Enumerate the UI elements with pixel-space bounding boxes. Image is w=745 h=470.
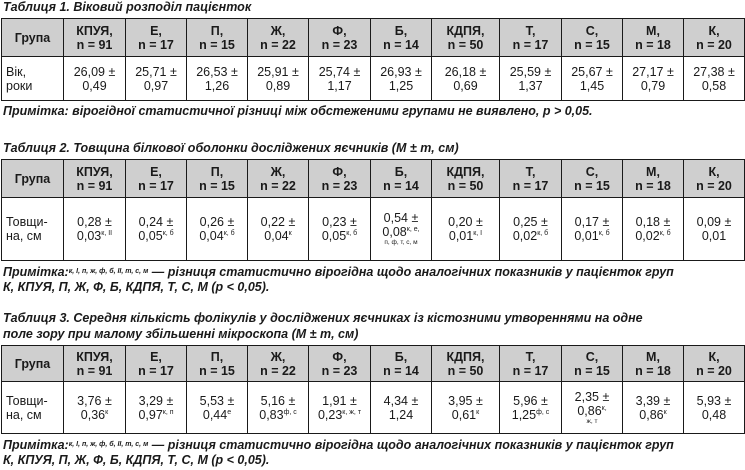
error-value: 0,97 [138,407,163,422]
row-label-line2: роки [6,78,33,93]
mean-value: 0,25 ± [513,215,548,229]
value-cell [126,198,187,261]
group-name: Б, [394,23,408,38]
table2-caption: Таблиця 2. Товщина білкової оболонки досліджених яєчників (M ± m, см) [3,141,459,155]
header-cell [500,346,562,382]
group-n: n = 18 [635,178,671,193]
value-cell [64,57,126,101]
group-name: С, [585,349,599,364]
group-n: n = 14 [383,37,419,52]
value-cell [562,198,623,261]
value-cell [684,198,745,261]
table3 [1,345,745,434]
table3-note-line2: К, КПУЯ, П, Ж, Ф, Б, КДПЯ, Т, С, М (р < 0,05). [3,453,270,467]
significance-marker: е [227,408,232,416]
row-label-line1: Вік, [6,64,27,79]
mean-value: 0,54 ± [383,211,419,225]
table2-note [3,264,674,280]
group-name: Ф, [332,349,347,364]
value-cell [371,198,432,261]
group-name: КДПЯ, [446,349,485,364]
group-name: П, [210,349,224,364]
header-cell [2,19,64,57]
value-cell [187,57,248,101]
note-prefix: Примітка: [3,438,69,452]
error-value: 0,02 [635,229,660,243]
mean-value: 3,95 ± [448,393,483,408]
error-value: 1,37 [518,78,543,93]
table3-caption-line2: поле зору при малому збільшенні мікроскопа (M ± m, см) [3,327,359,341]
group-n: n = 14 [383,363,419,378]
value-cell [500,57,562,101]
error-value: 0,05 [138,229,163,243]
header-cell [126,346,187,382]
error-value: 0,04 [264,229,289,243]
row-label-cell [2,198,64,261]
group-n: n = 18 [635,37,671,52]
header-label: Група [14,356,51,371]
header-cell [248,346,309,382]
significance-marker-extra: ж, т [586,417,598,425]
row-label-line1: Товщи- [6,215,48,229]
significance-marker: к, ж, т [342,408,362,416]
table-row [2,382,745,434]
header-cell [562,160,623,198]
header-cell [623,19,684,57]
value-cell [187,382,248,434]
mean-value: 25,71 ± [135,64,177,79]
header-row [2,346,745,382]
error-value: 0,36 [80,407,106,422]
value-cell [432,382,500,434]
group-n: n = 17 [138,363,174,378]
group-n: n = 14 [383,178,419,193]
header-cell [432,346,500,382]
group-n: n = 20 [696,363,732,378]
group-name: Ф, [332,164,347,179]
mean-value: 3,76 ± [77,393,112,408]
value-cell [562,57,623,101]
header-cell [309,19,371,57]
group-name: Ф, [332,23,347,38]
group-name: КПУЯ, [76,164,113,179]
value-cell [623,57,684,101]
group-name: К, [708,164,720,179]
value-cell [684,57,745,101]
error-value: 0,01 [448,229,474,243]
group-name: КПУЯ, [76,23,113,38]
value-cell [64,382,126,434]
mean-value: 5,96 ± [513,393,548,408]
value-cell [371,57,432,101]
error-value: 1,26 [204,78,230,93]
group-n: n = 17 [138,178,174,193]
error-value: 1,45 [579,78,605,93]
header-cell [500,19,562,57]
group-name: Т, [525,349,536,364]
group-n: n = 20 [696,37,732,52]
significance-marker: к, б [537,229,549,237]
error-value: 0,01 [574,229,599,243]
significance-marker: к, е, [406,225,420,233]
significance-marker: к [105,408,109,416]
group-name: П, [210,164,224,179]
value-cell [126,382,187,434]
table3-caption-line1: Таблиця 3. Середня кількість фолікулів у досліджених яєчниках із кістозними утвореннями на одне [3,311,643,325]
mean-value: 2,35 ± [574,389,610,404]
value-cell [248,57,309,101]
group-n: n = 17 [512,37,549,52]
group-name: М, [646,349,660,364]
mean-value: 0,23 ± [322,215,357,229]
value-cell [500,382,562,434]
row-label-line2: на, см [6,407,42,422]
group-n: n = 50 [447,178,484,193]
mean-value: 0,20 ± [448,215,483,229]
header-cell [684,346,745,382]
error-value: 0,89 [265,78,291,93]
error-value: 0,79 [640,78,666,93]
group-n: n = 17 [512,363,549,378]
mean-value: 25,67 ± [571,64,613,79]
value-cell [248,382,309,434]
table3-note [3,437,674,453]
mean-value: 0,18 ± [635,215,671,229]
note-line1: — різниця статистично вірогідна щодо аналогічних показників у пацієнток груп [148,438,674,452]
significance-marker: к, ІІ [101,229,113,237]
group-n: n = 22 [260,178,296,193]
mean-value: 27,38 ± [693,64,735,79]
error-value: 1,25 [511,407,537,422]
header-cell [309,346,371,382]
group-n: n = 50 [447,363,484,378]
significance-marker: к, б [162,229,174,237]
group-n: n = 23 [321,37,358,52]
group-name: Т, [525,23,536,38]
group-n: n = 15 [199,37,235,52]
group-n: n = 91 [76,37,113,52]
header-cell [187,346,248,382]
table1-caption: Таблиця 1. Віковий розподіл пацієнток [3,0,252,14]
error-value: 0,44 [202,407,228,422]
header-cell [2,346,64,382]
header-cell [371,19,432,57]
header-cell [126,19,187,57]
header-cell [432,19,500,57]
group-name: Ж, [270,23,286,38]
value-cell [64,198,126,261]
mean-value: 1,91 ± [322,393,357,408]
note-sub: к, І, п, ж, ф, б, ІІ, т, с, м [68,268,149,275]
error-value: 1,25 [388,78,414,93]
row-label-line2: на, см [6,229,42,243]
group-name: Е, [150,349,162,364]
mean-value: 0,28 ± [77,215,112,229]
header-cell [684,19,745,57]
group-name: К, [708,23,720,38]
significance-marker: к [288,229,292,237]
value-cell [309,198,371,261]
group-n: n = 15 [574,363,610,378]
group-n: n = 50 [447,37,484,52]
group-name: Ж, [270,164,286,179]
group-n: n = 17 [138,37,174,52]
significance-marker: ф, с [536,408,550,416]
error-value: 1,24 [388,407,414,422]
significance-marker: к, б [223,229,235,237]
header-label: Група [14,171,51,186]
error-value: 0,86 [639,407,664,422]
error-value: 0,49 [82,78,107,93]
mean-value: 25,59 ± [509,64,552,79]
header-label: Група [14,30,51,45]
header-cell [248,160,309,198]
group-n: n = 91 [76,178,113,193]
error-value: 0,69 [453,78,478,93]
significance-marker: к, І [473,229,483,237]
mean-value: 26,18 ± [444,64,487,79]
significance-marker: к, б [598,229,610,237]
group-name: Б, [394,349,408,364]
error-value: 0,61 [451,407,477,422]
mean-value: 0,24 ± [138,215,174,229]
error-value: 0,02 [512,229,538,243]
value-cell [187,198,248,261]
error-value: 0,97 [143,78,169,93]
mean-value: 0,17 ± [574,215,610,229]
error-value: 0,01 [701,229,727,243]
group-n: n = 23 [321,178,358,193]
header-cell [64,160,126,198]
value-cell [500,198,562,261]
group-name: Б, [394,164,408,179]
header-cell [64,19,126,57]
mean-value: 3,39 ± [635,393,671,408]
mean-value: 4,34 ± [383,393,419,408]
value-cell [248,198,309,261]
table2-note-line2: К, КПУЯ, П, Ж, Ф, Б, КДПЯ, Т, С, М (р < 0,05). [3,280,270,294]
value-cell [371,382,432,434]
group-name: Е, [150,23,162,38]
significance-marker-extra: п, ф, т, с, м [384,239,418,246]
group-n: n = 91 [76,363,113,378]
value-cell [562,382,623,434]
table1-note: Примітка: вірогідної статистичної різниці між обстеженими групами не виявлено, р > 0,05. [3,104,593,118]
header-cell [684,160,745,198]
group-name: М, [646,23,660,38]
header-cell [187,19,248,57]
group-name: М, [646,164,660,179]
value-cell [432,198,500,261]
header-row [2,19,745,57]
group-n: n = 15 [199,178,235,193]
group-n: n = 15 [199,363,235,378]
significance-marker: к, [601,404,607,412]
table2 [1,159,745,261]
value-cell [432,57,500,101]
header-cell [562,346,623,382]
header-cell [248,19,309,57]
group-name: Т, [525,164,536,179]
error-value: 0,58 [701,78,727,93]
mean-value: 26,93 ± [380,64,422,79]
group-n: n = 15 [574,178,610,193]
header-cell [64,346,126,382]
error-value: 1,17 [327,78,352,93]
error-value: 0,48 [701,407,727,422]
value-cell [623,198,684,261]
group-n: n = 17 [512,178,549,193]
mean-value: 25,91 ± [257,64,299,79]
significance-marker: ф, с [283,408,297,416]
mean-value: 0,09 ± [696,215,732,229]
error-value: 0,05 [321,229,347,243]
group-name: П, [210,23,224,38]
header-cell [562,19,623,57]
header-cell [2,160,64,198]
group-name: КПУЯ, [76,349,113,364]
group-name: С, [585,23,599,38]
group-n: n = 20 [696,178,732,193]
header-cell [500,160,562,198]
header-cell [371,160,432,198]
note-line1: — різниця статистично вірогідна щодо аналогічних показників у пацієнток груп [148,265,674,279]
mean-value: 5,53 ± [199,393,235,408]
group-n: n = 23 [321,363,358,378]
mean-value: 26,53 ± [196,64,238,79]
group-name: Ж, [270,349,286,364]
significance-marker: к [476,408,480,416]
group-n: n = 18 [635,363,671,378]
error-value: 0,03 [76,229,102,243]
header-cell [432,160,500,198]
row-label-line1: Товщи- [6,393,48,408]
row-label-cell [2,57,64,101]
header-cell [371,346,432,382]
error-value: 0,86 [577,403,602,418]
header-cell [623,346,684,382]
group-name: Е, [150,164,162,179]
table1 [1,18,745,101]
group-n: n = 15 [574,37,610,52]
significance-marker: к, б [346,229,358,237]
mean-value: 0,26 ± [199,215,235,229]
mean-value: 3,29 ± [138,393,174,408]
error-value: 0,08 [382,225,407,239]
header-cell [126,160,187,198]
row-label-cell [2,382,64,434]
mean-value: 5,16 ± [260,393,296,408]
error-value: 0,83 [259,407,284,422]
header-row [2,160,745,198]
group-name: КДПЯ, [446,23,485,38]
error-value: 0,04 [199,229,224,243]
header-cell [187,160,248,198]
value-cell [309,57,371,101]
mean-value: 25,74 ± [318,64,361,79]
note-sub: к, І, п, ж, ф, б, ІІ, т, с, м [68,441,149,448]
significance-marker: к, п [162,408,174,416]
group-n: n = 22 [260,37,296,52]
header-cell [623,160,684,198]
table-row [2,198,745,261]
value-cell [126,57,187,101]
table-row [2,57,745,101]
significance-marker: к [663,408,667,416]
mean-value: 26,09 ± [73,64,116,79]
mean-value: 0,22 ± [260,215,296,229]
note-prefix: Примітка: [3,265,69,279]
value-cell [623,382,684,434]
group-name: С, [585,164,599,179]
header-cell [309,160,371,198]
group-name: К, [708,349,720,364]
group-n: n = 22 [260,363,296,378]
group-name: КДПЯ, [446,164,485,179]
mean-value: 5,93 ± [696,393,732,408]
value-cell [309,382,371,434]
value-cell [684,382,745,434]
error-value: 0,23 [317,407,343,422]
mean-value: 27,17 ± [632,64,674,79]
significance-marker: к, б [659,229,671,237]
